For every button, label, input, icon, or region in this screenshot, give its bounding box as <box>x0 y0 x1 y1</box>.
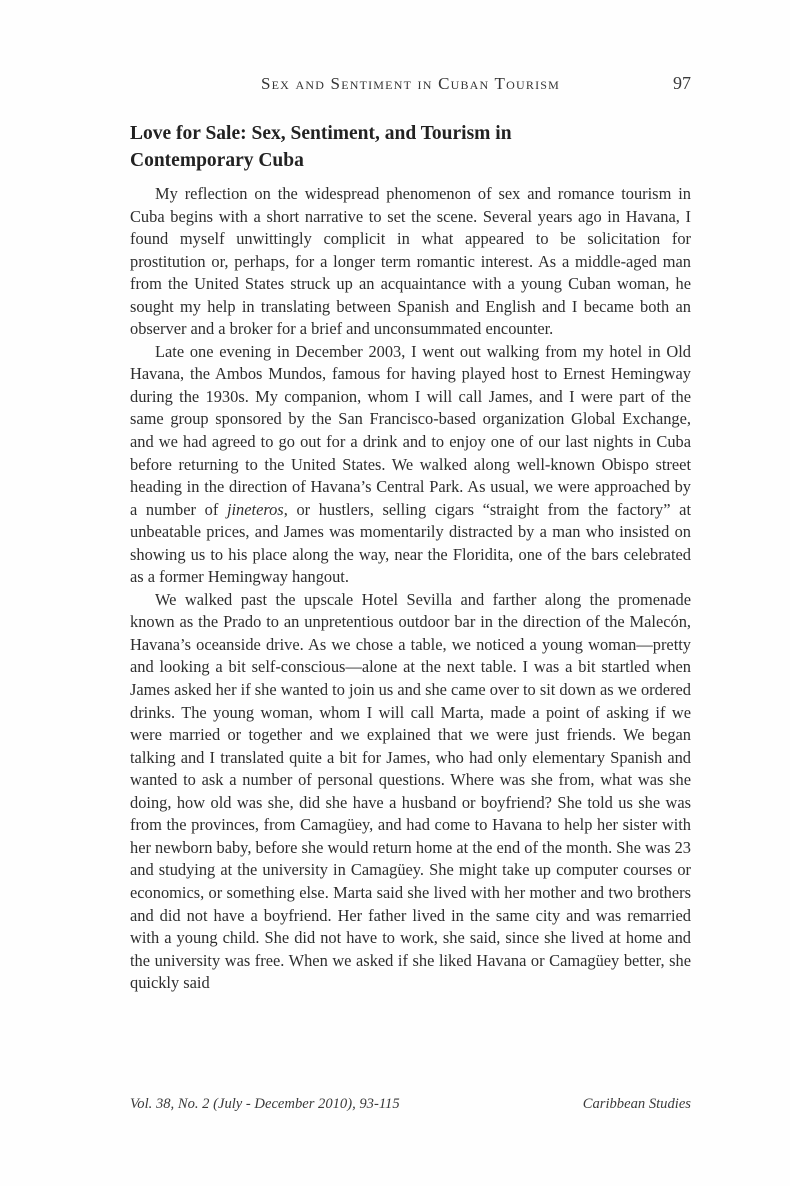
paragraph <box>130 589 691 995</box>
page-footer <box>130 1096 691 1113</box>
article-title-line-1: Love for Sale: Sex, Sentiment, and Tourism in <box>130 123 512 144</box>
text-run: My reflection on the widespread phenomenon of sex and romance tourism in Cuba begins with a short narrative to set the scene. Several years ago in Havana, I found myself unwittingly complicit in what appeared to be solicitation for prostitution or, perhaps, for a longer term romantic interest. As a middle-aged man from the United States struck up an acquaintance with a young Cuban woman, he sought my help in translating between Spanish and English and I became both an observer and a broker for a brief and unconsummated encounter. <box>130 184 691 339</box>
running-title: Sex and Sentiment in Cuban Tourism <box>260 74 561 93</box>
article-title-line-2: Contemporary Cuba <box>130 150 304 171</box>
italic-text-run: jineteros <box>226 499 284 519</box>
article-title <box>130 120 691 174</box>
article-body <box>130 183 691 995</box>
paragraph <box>130 341 691 589</box>
journal-name: Caribbean Studies <box>582 1096 691 1112</box>
text-run: , or hustlers, selling cigars “straight from the factory” at unbeatable prices, and James was momentarily distracted by a man who insisted on showing us to his place along the way, near the Floridita, one of the bars celebrated as a former Hemingway hangout. <box>130 499 691 587</box>
text-run: We walked past the upscale Hotel Sevilla and farther along the promenade known as the Prado to an unpretentious outdoor bar in the direction of the Malecón, Havana’s oceanside drive. As we chose a table, we noticed a young woman—pretty and looking a bit self-conscious—alone at the next table. I was a bit startled when James asked her if she wanted to join us and she came over to sit down as we ordered drinks. The young woman, whom I will call Marta, made a point of asking if we were married or together and we explained that we were just friends. We began talking and I translated quite a bit for James, who had only elementary Spanish and wanted to ask a number of personal questions. Where was she from, what was she doing, how old was she, did she have a husband or boyfriend? She told us she was from the provinces, from Camagüey, and had come to Havana to help her sister with her newborn baby, before she would return home at the end of the month. She was 23 and studying at the university in Camagüey. She might take up computer courses or economics, or something else. Marta said she lived with her mother and two brothers and did not have a boyfriend. Her father lived in the same city and was remarried with a young child. She did not have to work, she said, since she lived at home and the university was free. When we asked if she liked Havana or Camagüey better, she quickly said <box>130 589 691 993</box>
page-number: 97 <box>673 73 691 93</box>
journal-citation: Vol. 38, No. 2 (July - December 2010), 93-115 <box>130 1096 400 1112</box>
paragraph <box>130 183 691 341</box>
text-run: Late one evening in December 2003, I went out walking from my hotel in Old Havana, the Ambos Mundos, famous for having played host to Ernest Hemingway during the 1930s. My companion, whom I will call James, and I were part of the same group sponsored by the San Francisco-based organization Global Exchange, and we had agreed to go out for a drink and to enjoy one of our last nights in Cuba before returning to the United States. We walked along well-known Obispo street heading in the direction of Havana’s Central Park. As usual, we were approached by a number of <box>130 341 691 519</box>
page-header <box>130 74 691 94</box>
